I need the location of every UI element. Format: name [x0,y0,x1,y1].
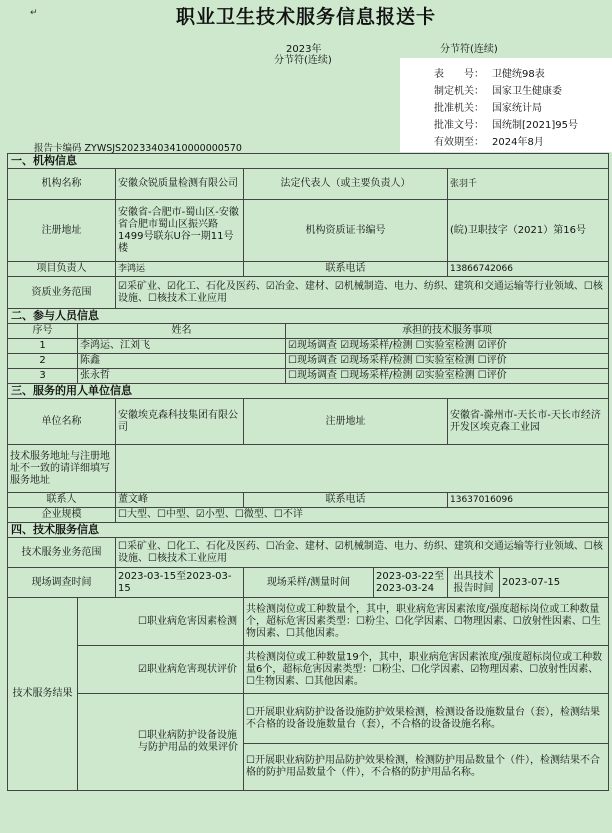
unit-name: 安徽埃克森科技集团有限公司 [116,399,244,445]
row-no: 3 [8,369,78,384]
table-row [8,369,609,384]
qual-scope: ☑采矿业、☑化工、石化及医药、☑冶金、建材、☑机械制造、电力、纺织、建筑和交通运输等行业领域、☐核设施、☐核技术工业应用 [116,277,609,309]
col-header-no: 序号 [8,324,78,339]
meta-value: 国统制[2021]95号 [492,120,578,131]
unit-phone: 13637016096 [448,493,609,508]
unit-name-label: 单位名称 [8,399,116,445]
section-3-title: 三、服务的用人单位信息 [8,384,609,399]
survey-time: 2023-03-15至2023-03-15 [116,568,244,598]
meta-value: 卫健统98表 [492,69,545,80]
section-1-title: 一、机构信息 [8,154,609,169]
company-size-label: 企业规模 [8,508,116,523]
org-phone: 13866742066 [448,262,609,277]
org-address: 安徽省-合肥市-蜀山区-安徽省合肥市蜀山区振兴路1499号联东U谷一期11号楼 [116,200,244,262]
cert-no-label: 机构资质证书编号 [244,200,448,262]
table-row [8,354,609,369]
protection-label: ☐职业病防护设备设施与防护用品的效果评价 [78,694,244,791]
detection-label: ☐职业病危害因素检测 [78,598,244,646]
qual-scope-label: 资质业务范围 [8,277,116,309]
org-name: 安徽众锐质量检测有限公司 [116,169,244,200]
sample-time-label: 现场采样/测量时间 [244,568,374,598]
protection-gear-result: ☐开展职业病防护用品防护效果检测，检测防护用品数量个（件），检测结果不合格的防护用品数量个（件），不合格的防护用品名称。 [244,744,609,791]
service-address-label: 技术服务地址与注册地址不一致的请详细填写服务地址 [8,445,116,493]
section-break-left: 分节符(连续) [274,55,332,66]
row-no: 1 [8,339,78,354]
row-name: 李鸿运、江刘飞 [78,339,286,354]
report-time: 2023-07-15 [500,568,609,598]
col-header-name: 姓名 [78,324,286,339]
org-name-label: 机构名称 [8,169,116,200]
company-size: ☐大型、☐中型、☑小型、☐微型、☐不详 [116,508,609,523]
row-item: ☑现场调查 ☑现场采样/检测 ☐实验室检测 ☑评价 [286,339,609,354]
unit-phone-label: 联系电话 [244,493,448,508]
survey-time-label: 现场调查时间 [8,568,116,598]
org-phone-label: 联系电话 [244,262,448,277]
meta-key: 批准机关： [434,103,484,114]
corner-mark: ↵ [30,8,38,18]
section-4-title: 四、技术服务信息 [8,523,609,538]
row-item: ☐现场调查 ☐现场采样/检测 ☑实验室检测 ☐评价 [286,369,609,384]
legal-rep: 张羽千 [448,169,609,200]
project-lead-label: 项目负责人 [8,262,116,277]
row-item: ☐现场调查 ☑现场采样/检测 ☐实验室检测 ☐评价 [286,354,609,369]
meta-key: 制定机关： [434,86,484,97]
row-name: 张永哲 [78,369,286,384]
col-header-item: 承担的技术服务事项 [286,324,609,339]
service-address [116,445,609,493]
detection-result: 共检测岗位或工种数量个，其中，职业病危害因素浓度/强度超标岗位或工种数量个，超标危害因素类型：☐粉尘、☐化学因素、☐物理因素、☐放射性因素、☐生物因素、☐其他因素。 [244,598,609,646]
org-address-label: 注册地址 [8,200,116,262]
project-lead: 李鸿运 [116,262,244,277]
meta-key: 有效期至： [434,137,484,148]
meta-value: 2024年8月 [492,137,544,148]
unit-contact: 董文峰 [116,493,244,508]
unit-contact-label: 联系人 [8,493,116,508]
section-break-right: 分节符(连续) [440,44,498,55]
meta-value: 国家卫生健康委 [492,86,562,97]
cert-no: (皖)卫职技字（2021）第16号 [448,200,609,262]
evaluation-result: 共检测岗位或工种数量19个，其中，职业病危害因素浓度/强度超标岗位或工种数量6个，超标危害因素类型：☐粉尘、☐化学因素、☑物理因素、☐放射性因素、☐生物因素、☐其他因素。 [244,646,609,694]
service-scope: ☐采矿业、☐化工、石化及医药、☐冶金、建材、☑机械制造、电力、纺织、建筑和交通运输等行业领域、☐核设施、☐核技术工业应用 [116,538,609,568]
meta-key: 表 号： [434,69,484,80]
service-scope-label: 技术服务业务范围 [8,538,116,568]
protection-equipment-result: ☐开展职业病防护设备设施防护效果检测，检测设备设施数量台（套），检测结果不合格的设备设施数量台（套），不合格的设备设施名称。 [244,694,609,744]
meta-value: 国家统计局 [492,103,542,114]
unit-address-label: 注册地址 [244,399,448,445]
meta-box [400,58,612,152]
page-title: 职业卫生技术服务信息报送卡 [175,6,436,28]
legal-rep-label: 法定代表人（或主要负责人） [244,169,448,200]
result-label: 技术服务结果 [8,598,78,791]
evaluation-label: ☑职业病危害现状评价 [78,646,244,694]
sample-time: 2023-03-22至2023-03-24 [374,568,448,598]
report-time-label: 出具技术报告时间 [448,568,500,598]
unit-address: 安徽省-滁州市-天长市-天长市经济开发区埃克森工业园 [448,399,609,445]
row-name: 陈鑫 [78,354,286,369]
row-no: 2 [8,354,78,369]
info-table [7,153,609,791]
table-row [8,339,609,354]
meta-key: 批准文号： [434,120,484,131]
year-label: 2023年 [286,44,322,55]
report-code: 报告卡编码 ZYWSJS20233403410000000570 [34,143,242,154]
section-2-title: 二、参与人员信息 [8,309,609,324]
